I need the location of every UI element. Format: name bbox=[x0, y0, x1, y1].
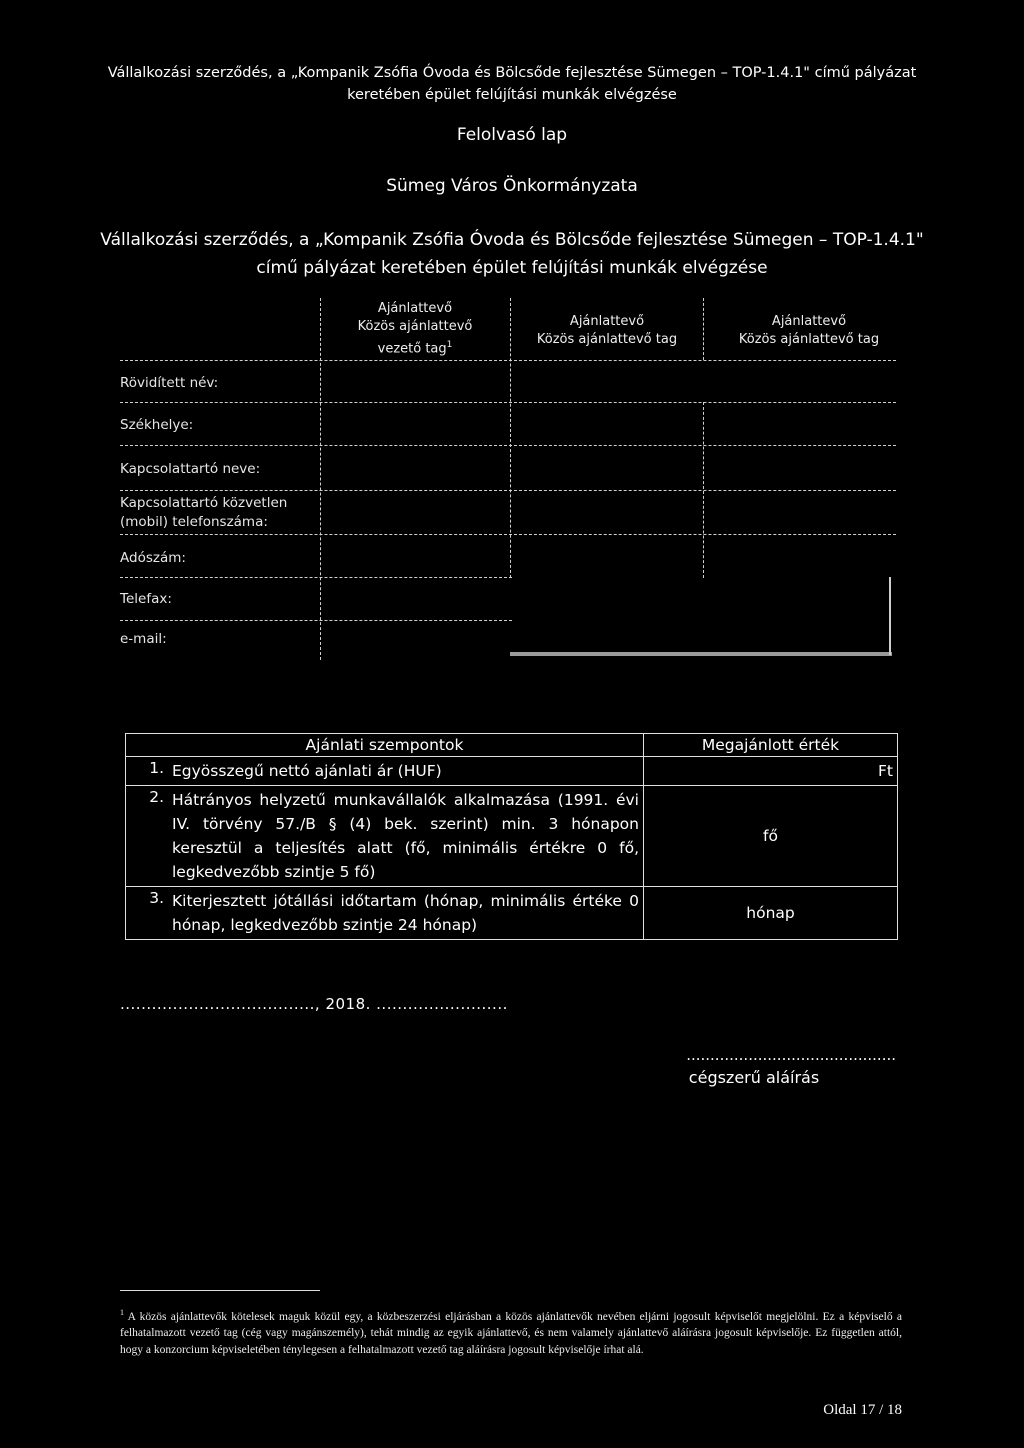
column-header-lead-member bbox=[322, 300, 508, 358]
criteria-header-row bbox=[126, 734, 898, 757]
criterion-number: 1. bbox=[126, 757, 169, 786]
criteria-header: Ajánlati szempontok bbox=[126, 734, 644, 757]
footnote-marker: 1 bbox=[120, 1308, 124, 1317]
running-header-line1: Vállalkozási szerződés, a „Kompanik Zsófia Óvoda és Bölcsőde fejlesztése Sümegen – TOP-1.4.1" című pályázat bbox=[107, 65, 917, 81]
table-rule bbox=[703, 298, 704, 360]
table-rule bbox=[320, 298, 321, 660]
column-header-line: Közös ajánlattevő tag bbox=[738, 332, 880, 347]
criterion-number: 2. bbox=[126, 786, 169, 887]
criterion-value-cell[interactable]: hónap bbox=[644, 887, 898, 940]
table-rule bbox=[889, 577, 891, 655]
column-header-line: Ajánlattevő bbox=[377, 301, 453, 316]
column-header-line: Közös ajánlattevő tag bbox=[536, 332, 678, 347]
signature-label: cégszerű aláírás bbox=[688, 1068, 820, 1087]
table-rule bbox=[120, 402, 896, 403]
row-label-contact-name: Kapcsolattartó neve: bbox=[120, 461, 261, 477]
criterion-number: 3. bbox=[126, 887, 169, 940]
criterion-text: Hátrányos helyzetű munkavállalók alkalmazása (1991. évi IV. törvény 57./B § (4) bek. szerint) min. 3 hónapon keresztül a teljesítés alatt (fő, minimális értékre 0 fő, legkedvezőbb szintje 5 fő) bbox=[168, 786, 644, 887]
column-header-line: Ajánlattevő bbox=[771, 314, 847, 329]
column-header-text: vezető tag bbox=[377, 341, 447, 357]
criterion-value-cell[interactable]: Ft bbox=[644, 757, 898, 786]
criteria-table bbox=[125, 733, 898, 940]
place-date-line: ....................................., 2018. ......................... bbox=[120, 995, 508, 1013]
table-row bbox=[126, 757, 898, 786]
table-bottom-border bbox=[510, 652, 892, 656]
footnote-text: A közös ajánlattevők kötelesek maguk közül egy, a közbeszerzési eljárásban a közös ajánlattevők nevében eljárni jogosult képviselőt megjelölni. Ez a képviselő a felhatalmazott vezető tag (cég vagy magánszemély), tehát mindig az egyik ajánlattevő, és nem valamely ajánlattevő aláírásra jogosult képviselője. Ez független attól, hogy a konzorcium képviseletében ténylegesen a felhatalmazott vezető tag aláírásra jogosult képviselője írhat alá. bbox=[120, 1310, 902, 1356]
column-header-line: Közös ajánlattevő bbox=[357, 319, 473, 334]
page-title: Felolvasó lap bbox=[456, 125, 568, 145]
footnote bbox=[120, 1305, 902, 1358]
page-number: Oldal 17 / 18 bbox=[823, 1402, 902, 1418]
column-header-line bbox=[322, 336, 508, 358]
row-label-contact-phone-2: (mobil) telefonszáma: bbox=[120, 514, 268, 530]
row-label-contact-phone: Kapcsolattartó közvetlen bbox=[120, 495, 288, 511]
running-header bbox=[60, 62, 964, 106]
criterion-text: Egyösszegű nettó ajánlati ár (HUF) bbox=[168, 757, 644, 786]
table-row bbox=[126, 887, 898, 940]
row-label-tax-number: Adószám: bbox=[120, 550, 186, 566]
signature-line: ............................................ bbox=[686, 1046, 896, 1064]
table-rule bbox=[703, 402, 704, 578]
column-header-line: Ajánlattevő bbox=[569, 314, 645, 329]
table-rule bbox=[120, 445, 896, 446]
row-label-fax: Telefax: bbox=[120, 591, 172, 607]
authority-name: Sümeg Város Önkormányzata bbox=[386, 176, 638, 196]
row-label-short-name: Rövidített név: bbox=[120, 375, 219, 391]
table-rule bbox=[120, 534, 896, 535]
criterion-value-cell[interactable]: fő bbox=[644, 786, 898, 887]
table-rule bbox=[120, 620, 512, 621]
table-row bbox=[126, 786, 898, 887]
row-label-email: e-mail: bbox=[120, 631, 167, 647]
value-header: Megajánlott érték bbox=[644, 734, 898, 757]
column-header-member-3 bbox=[716, 313, 902, 349]
table-rule bbox=[120, 577, 512, 578]
criterion-text: Kiterjesztett jótállási időtartam (hónap, minimális értéke 0 hónap, legkedvezőbb szintje 24 hónap) bbox=[168, 887, 644, 940]
footnote-separator bbox=[120, 1290, 320, 1291]
column-header-member-2 bbox=[512, 313, 702, 349]
procurement-subject: Vállalkozási szerződés, a „Kompanik Zsófia Óvoda és Bölcsőde fejlesztése Sümegen – TOP-1.4.1" című pályázat keretében épület felújítási munkák elvégzése bbox=[100, 230, 924, 278]
table-rule bbox=[510, 298, 511, 578]
row-label-seat: Székhelye: bbox=[120, 417, 194, 433]
running-header-line2: keretében épület felújítási munkák elvégzése bbox=[347, 87, 677, 103]
footnote-reference: 1 bbox=[446, 340, 453, 350]
table-rule bbox=[120, 360, 896, 361]
table-rule bbox=[120, 490, 896, 491]
